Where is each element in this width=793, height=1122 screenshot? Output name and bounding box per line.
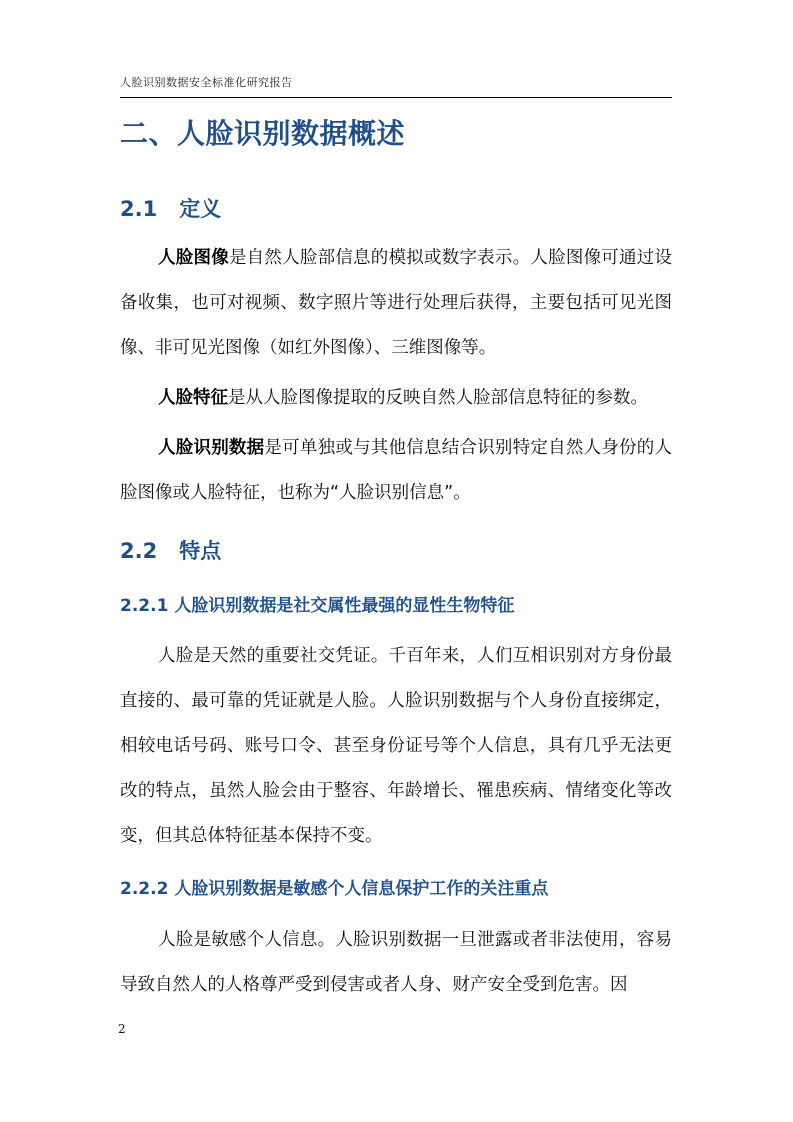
page-number: 2 [118, 1022, 126, 1036]
term-face-feature: 人脸特征 [158, 388, 228, 408]
paragraph-sensitive-info: 人脸是敏感个人信息。人脸识别数据一旦泄露或者非法使用，容易导致自然人的人格尊严受到侵害或者人身、财产安全受到危害。因 [120, 930, 672, 995]
section-number: 2.2 [120, 539, 158, 563]
term-face-image: 人脸图像 [158, 248, 229, 268]
subsection-heading-2-2-1 [120, 591, 514, 616]
subsection-number: 2.2.1 [120, 596, 169, 616]
header-rule [120, 97, 672, 98]
subsection-number: 2.2.2 [120, 879, 169, 899]
term-face-recognition-data: 人脸识别数据 [158, 438, 265, 458]
section-heading-2-2 [120, 535, 221, 565]
chapter-title: 二、人脸识别数据概述 [120, 117, 406, 150]
subsection-title-text: 人脸识别数据是社交属性最强的显性生物特征 [174, 596, 515, 616]
definition-text: 是从人脸图像提取的反映自然人脸部信息特征的参数。 [228, 388, 648, 408]
section-number: 2.1 [120, 197, 158, 221]
section-heading-2-1 [120, 193, 221, 223]
definition-face-data [120, 426, 672, 516]
definition-text: 是自然人脸部信息的模拟或数字表示。人脸图像可通过设备收集，也可对视频、数字照片等进行处理后获得，主要包括可见光图像、非可见光图像（如红外图像）、三维图像等。 [120, 248, 673, 358]
running-header: 人脸识别数据安全标准化研究报告 [120, 76, 293, 89]
paragraph-social-attribute: 人脸是天然的重要社交凭证。千百年来，人们互相识别对方身份最直接的、最可靠的凭证就是人脸。人脸识别数据与个人身份直接绑定，相较电话号码、账号口令、甚至身份证号等个人信息，具有几乎无法更改的特点，虽然人脸会由于整容、年龄增长、罹患疾病、情绪变化等改变，但其总体特征基本保持不变。 [120, 646, 672, 846]
section-title-text: 特点 [179, 539, 222, 563]
section-title-text: 定义 [179, 197, 222, 221]
definition-face-image [120, 236, 672, 371]
subsection-title-text: 人脸识别数据是敏感个人信息保护工作的关注重点 [174, 879, 549, 899]
definition-text: 是可单独或与其他信息结合识别特定自然人身份的人脸图像或人脸特征，也称为“人脸识别信息”。 [120, 438, 673, 503]
definition-face-feature [120, 376, 672, 421]
subsection-heading-2-2-2 [120, 874, 548, 899]
